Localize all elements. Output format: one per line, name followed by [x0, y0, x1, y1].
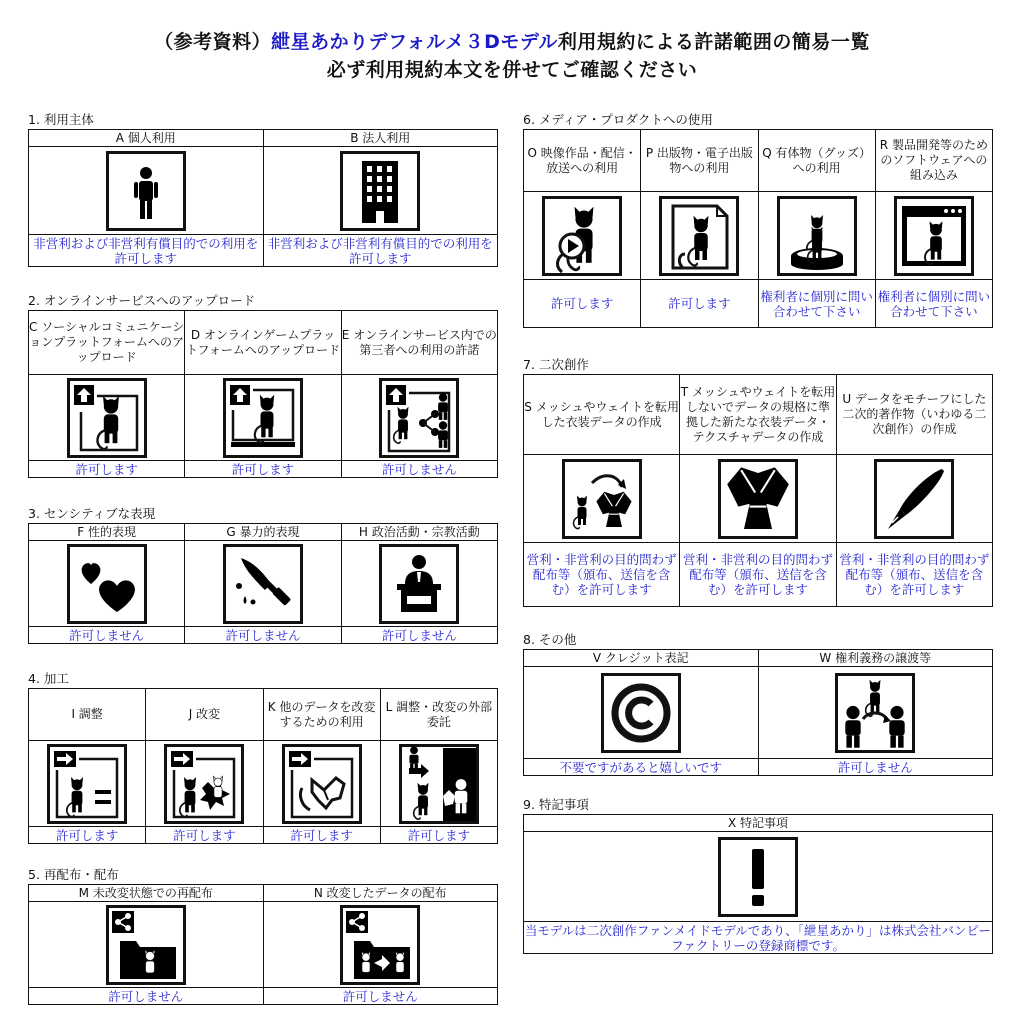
rule-status-r: 権利者に個別に問い合わせて下さい — [875, 280, 992, 328]
rule-label-t: T メッシュやウェイトを転用しないでデータの規格に準拠した新たな衣装データ・テクスチャデータの作成 — [680, 375, 836, 455]
rule-table — [523, 129, 993, 328]
rule-label-k: K 他のデータを改変するための利用 — [263, 689, 380, 741]
section-3-sensitive — [28, 506, 498, 644]
pen-icon — [874, 459, 954, 539]
rule-label-v: V クレジット表記 — [524, 650, 759, 667]
rule-label-c: C ソーシャルコミュニケーションプラットフォームへのアップロード — [29, 311, 185, 375]
rule-table — [28, 129, 498, 267]
section-1-user — [28, 112, 498, 267]
goods-icon — [777, 196, 857, 276]
hearts-icon — [67, 544, 147, 624]
rule-label-a: A 個人利用 — [29, 130, 264, 147]
video-icon — [542, 196, 622, 276]
rule-status-i: 許可します — [29, 827, 146, 844]
section-6-media-products — [523, 112, 993, 328]
distribute-modified-icon — [340, 905, 420, 985]
podium-icon — [379, 544, 459, 624]
rule-label-q: Q 有体物（グッズ）への利用 — [758, 130, 875, 192]
rule-label-r: R 製品開発等のためのソフトウェアへの組み込み — [875, 130, 992, 192]
rule-table — [523, 649, 993, 776]
section-title: 9. 特記事項 — [523, 797, 589, 812]
transfer-rights-icon — [835, 673, 915, 753]
section-4-processing — [28, 671, 498, 844]
costume-transfer-icon — [562, 459, 642, 539]
knife-icon — [223, 544, 303, 624]
rule-table — [28, 884, 498, 1005]
rule-label-d: D オンラインゲームプラットフォームへのアップロード — [185, 311, 341, 375]
outsource-icon — [399, 744, 479, 824]
rule-label-x: X 特記事項 — [524, 815, 993, 832]
rule-status-t: 営利・非営利の目的問わず配布等（頒布、送信を含む）を許可します — [680, 543, 836, 607]
rule-label-u: U データをモチーフにした二次的著作物（いわゆる二次創作）の作成 — [836, 375, 992, 455]
section-2-online-upload — [28, 293, 498, 478]
rule-status-v: 不要ですがあると嬉しいです — [524, 759, 759, 776]
section-8-other — [523, 632, 993, 776]
rule-label-e: E オンラインサービス内での第三者への利用の許諾 — [341, 311, 497, 375]
rule-status-l: 許可します — [380, 827, 497, 844]
share-third-party-icon — [379, 378, 459, 458]
rule-table — [28, 688, 498, 844]
rule-label-p: P 出版物・電子出版物への利用 — [641, 130, 758, 192]
modify-icon — [164, 744, 244, 824]
publication-icon — [659, 196, 739, 276]
game-upload-icon — [223, 378, 303, 458]
rule-status-u: 営利・非営利の目的問わず配布等（頒布、送信を含む）を許可します — [836, 543, 992, 607]
section-title: 2. オンラインサービスへのアップロード — [28, 293, 256, 308]
redistribute-icon — [106, 905, 186, 985]
title-model-name: 紲星あかりデフォルメ３Dモデル — [271, 31, 558, 53]
rule-table — [523, 374, 993, 607]
title-line-1 — [0, 28, 1024, 56]
use-for-other-icon — [282, 744, 362, 824]
rule-status-k: 許可します — [263, 827, 380, 844]
section-title: 1. 利用主体 — [28, 112, 94, 127]
title-line-2: 必ず利用規約本文を併せてご確認ください — [326, 59, 698, 81]
exclamation-icon — [718, 837, 798, 917]
rule-status-f: 許可しません — [29, 627, 185, 644]
section-5-redistribution — [28, 867, 498, 1005]
rule-status-o: 許可します — [524, 280, 641, 328]
copyright-icon — [601, 673, 681, 753]
section-7-derivative — [523, 357, 993, 607]
section-title: 7. 二次創作 — [523, 357, 589, 372]
rule-label-f: F 性的表現 — [29, 524, 185, 541]
software-icon — [894, 196, 974, 276]
section-title: 6. メディア・プロダクトへの使用 — [523, 112, 713, 127]
rule-status-a: 非営利および非営利有償目的での利用を許可します — [29, 235, 264, 267]
rule-label-b: B 法人利用 — [263, 130, 498, 147]
rule-label-l: L 調整・改変の外部委託 — [380, 689, 497, 741]
section-9-special-notes — [523, 797, 993, 954]
sns-upload-icon — [67, 378, 147, 458]
rule-status-s: 営利・非営利の目的問わず配布等（頒布、送信を含む）を許可します — [524, 543, 680, 607]
rule-label-n: N 改変したデータの配布 — [263, 885, 498, 902]
building-icon — [340, 151, 420, 231]
section-title: 5. 再配布・配布 — [28, 867, 119, 882]
rule-status-x: 当モデルは二次創作ファンメイドモデルであり、「紲星あかり」は株式会社バンピーファクトリーの登録商標です。 — [524, 922, 992, 953]
rule-label-j: J 改変 — [146, 689, 263, 741]
rule-status-w: 許可しません — [758, 759, 993, 776]
person-icon — [106, 151, 186, 231]
document-title — [0, 28, 1024, 84]
rule-status-q: 権利者に個別に問い合わせて下さい — [758, 280, 875, 328]
rule-table — [28, 310, 498, 478]
section-title: 8. その他 — [523, 632, 577, 647]
section-title: 4. 加工 — [28, 671, 69, 686]
rule-label-g: G 暴力的表現 — [185, 524, 341, 541]
title-prefix: （参考資料） — [154, 31, 272, 53]
rule-status-c: 許可します — [29, 461, 185, 478]
rule-status-n: 許可しません — [263, 988, 498, 1005]
rule-label-h: H 政治活動・宗教活動 — [341, 524, 497, 541]
rule-status-b: 非営利および非営利有償目的での利用を許可します — [263, 235, 498, 267]
rule-table — [523, 814, 993, 954]
rule-status-h: 許可しません — [341, 627, 497, 644]
rule-status-g: 許可しません — [185, 627, 341, 644]
rule-label-w: W 権利義務の譲渡等 — [758, 650, 993, 667]
rule-status-e: 許可しません — [341, 461, 497, 478]
rule-status-j: 許可します — [146, 827, 263, 844]
rule-label-m: M 未改変状態での再配布 — [29, 885, 264, 902]
rule-status-d: 許可します — [185, 461, 341, 478]
rule-label-s: S メッシュやウェイトを転用した衣装データの作成 — [524, 375, 680, 455]
rule-label-i: I 調整 — [29, 689, 146, 741]
rule-status-m: 許可しません — [29, 988, 264, 1005]
rule-label-o: O 映像作品・配信・放送への利用 — [524, 130, 641, 192]
adjust-icon — [47, 744, 127, 824]
rule-status-p: 許可します — [641, 280, 758, 328]
rule-table — [28, 523, 498, 644]
costume-new-icon — [718, 459, 798, 539]
title-suffix: 利用規約による許諾範囲の簡易一覧 — [557, 31, 870, 53]
section-title: 3. センシティブな表現 — [28, 506, 156, 521]
